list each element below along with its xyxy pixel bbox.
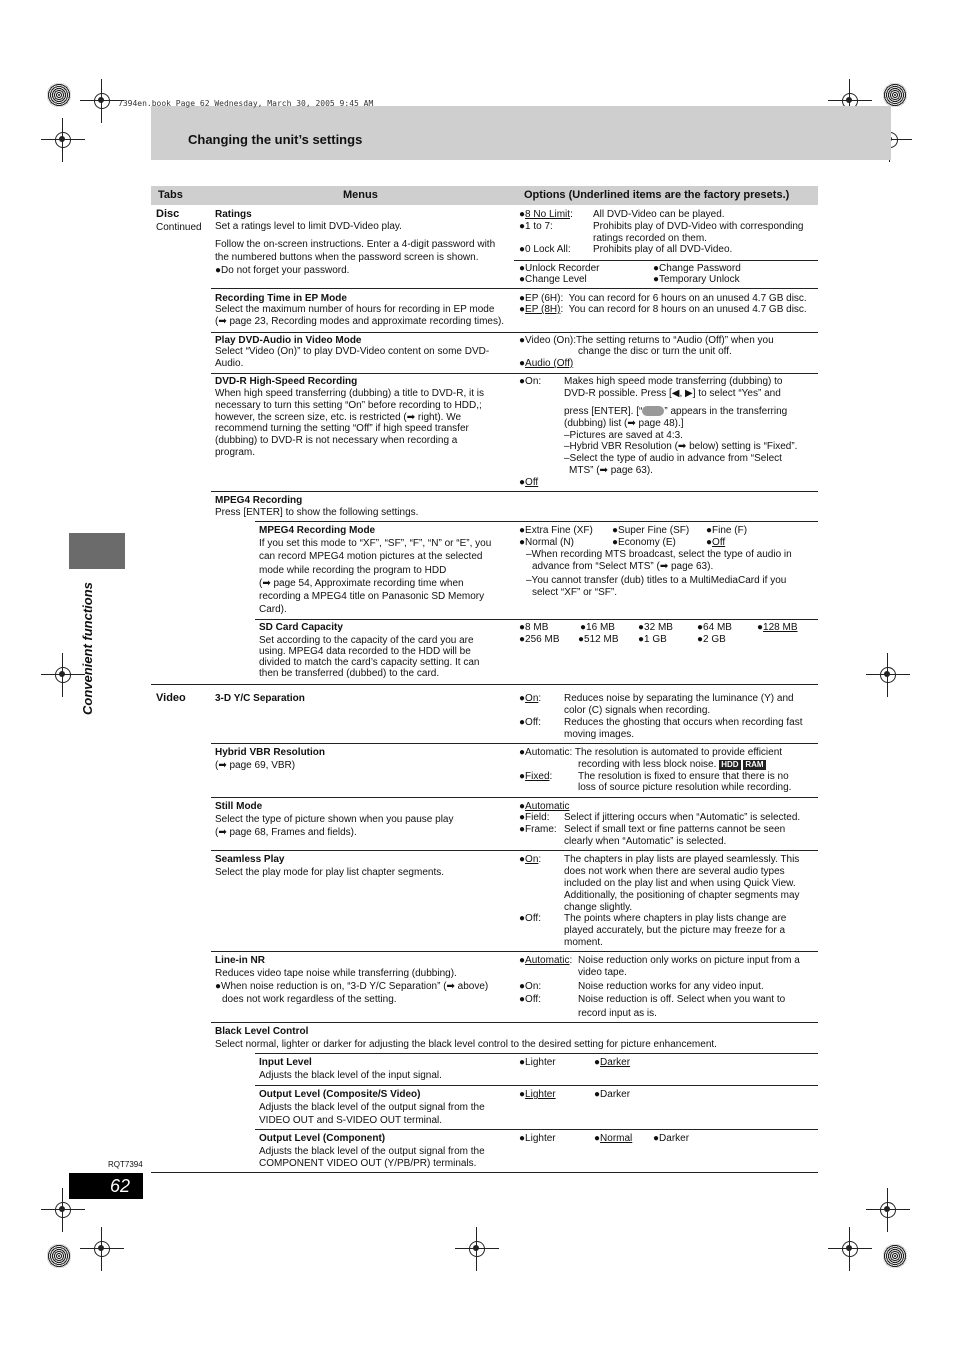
- tab-disc: Disc: [156, 208, 180, 220]
- menu-desc: Card).: [259, 604, 287, 615]
- option-item: ●Off: [519, 477, 539, 488]
- option-value: clearly when “Automatic” is selected.: [564, 836, 727, 847]
- menu-desc: Set a ratings level to limit DVD-Video play.: [215, 221, 402, 232]
- menu-desc: recommend turning the setting “Off” if high speed transfer: [215, 423, 469, 434]
- submenu-title-input-level: Input Level: [259, 1057, 312, 1068]
- option-value: moving images.: [564, 729, 635, 740]
- menu-desc: Select the maximum number of hours for recording in EP mode: [215, 304, 495, 315]
- color-target-icon: [883, 83, 907, 107]
- option-key: ●Off:: [519, 913, 541, 924]
- menu-title-vbr: Hybrid VBR Resolution: [215, 747, 326, 758]
- divider: [211, 288, 818, 289]
- menu-desc: Press [ENTER] to show the following settings.: [215, 507, 419, 518]
- menu-desc: (➡ page 54, Approximate recording time when: [259, 578, 464, 589]
- menu-desc: divided to match the card’s capacity setting. It can: [259, 657, 480, 668]
- submenu-title-mpeg4-mode: MPEG4 Recording Mode: [259, 525, 376, 536]
- option-key: ●Field:: [519, 812, 550, 823]
- registration-mark-icon: [455, 1227, 499, 1271]
- menu-title-black-level: Black Level Control: [215, 1026, 309, 1037]
- option-item: ●Extra Fine (XF): [519, 525, 593, 536]
- option-value: All DVD-Video can be played.: [593, 209, 725, 220]
- menu-desc: (➡ page 69, VBR): [215, 760, 296, 771]
- menu-title-seamless: Seamless Play: [215, 854, 285, 865]
- menu-desc: Adjusts the black level of the input signal.: [259, 1070, 442, 1081]
- menu-desc: When high speed transferring (dubbing) a title to DVD-R, it is: [215, 388, 485, 399]
- option-value: Reduces noise by separating the luminance (Y) and: [564, 693, 794, 704]
- option-note: MTS” (➡ page 63).: [569, 465, 653, 476]
- menu-desc: recording a MPEG4 title on Panasonic SD Memory: [259, 591, 485, 602]
- option-note: advance from “Select MTS” (➡ page 63).: [532, 561, 714, 572]
- divider: [211, 850, 818, 851]
- option-key: ●Frame:: [519, 824, 557, 835]
- option-default: 8 No Limit: [525, 209, 571, 220]
- option-item: ●Fine (F): [706, 525, 748, 536]
- option-item: ●256 MB: [519, 634, 560, 645]
- divider: [514, 260, 818, 261]
- transfer-disc-icon: [642, 406, 664, 416]
- option-item: [578, 759, 766, 771]
- registration-mark-icon: [828, 1227, 872, 1271]
- option-key: ●0 Lock All:: [519, 244, 571, 255]
- option-value: does not work when there are several audio types: [564, 866, 785, 877]
- menu-desc: the numbered buttons when the password screen is shown.: [215, 252, 479, 263]
- registration-mark-icon: [866, 653, 910, 697]
- option-value: [564, 406, 787, 418]
- option-item: ●Automatic: The resolution is automated to provide efficient: [519, 747, 783, 758]
- menu-desc: If you set this mode to “XF”, “SF”, “F”, “N” or “E”, you: [259, 538, 492, 549]
- menu-desc: necessary to turn this setting “On” before recording to HDD,;: [215, 400, 482, 411]
- option-text: recording with less block noise.: [578, 759, 717, 770]
- color-target-icon: [47, 1244, 71, 1268]
- option-default: Lighter: [525, 1089, 556, 1100]
- option-key: ●Off:: [519, 717, 541, 728]
- option-default: Fixed: [525, 771, 550, 782]
- option-key: ●Automatic:: [519, 955, 573, 966]
- ram-badge: RAM: [745, 760, 764, 769]
- option-default: Automatic: [525, 801, 570, 812]
- divider: [211, 743, 818, 744]
- option-key: ●Off:: [519, 994, 541, 1005]
- submenu-title-sd-capacity: SD Card Capacity: [259, 622, 343, 633]
- divider: [151, 684, 818, 685]
- option-item: ●Darker: [594, 1089, 631, 1100]
- menu-note: ●When noise reduction is on, “3-D Y/C Separation” (➡ above): [215, 981, 489, 992]
- option-value: record input as is.: [578, 1008, 657, 1019]
- menu-desc: Reduces video tape noise while transferring (dubbing).: [215, 968, 457, 979]
- menu-desc: using. MPEG4 data recorded to the HDD will be: [259, 646, 471, 657]
- option-value: change slightly.: [564, 902, 633, 913]
- option-key: ●On:: [519, 854, 542, 865]
- side-tab-marker: [69, 533, 125, 569]
- option-key: ●On:: [519, 376, 542, 387]
- menu-note: ●Do not forget your password.: [215, 265, 350, 276]
- menu-desc: Follow the on-screen instructions. Enter a 4-digit password with: [215, 239, 496, 250]
- option-item: ●EP (6H): You can record for 6 hours on an unused 4.7 GB disc.: [519, 293, 807, 304]
- menu-desc: COMPONENT VIDEO OUT (Y/PB/PR) terminals.: [259, 1158, 477, 1169]
- option-value: DVD-R possible. Press [◀, ▶] to select “Yes” and: [564, 388, 781, 399]
- option-key: ●On:: [519, 693, 542, 704]
- tab-disc-continued: Continued: [156, 222, 202, 233]
- option-item: ●Change Level: [519, 274, 587, 285]
- option-note: select “XF” or “SF”.: [532, 587, 618, 598]
- option-item: ●EP (8H): You can record for 8 hours on an unused 4.7 GB disc.: [519, 304, 807, 315]
- option-item: ●Lighter: [519, 1133, 556, 1144]
- page-number-box: [69, 1173, 143, 1199]
- option-value: video tape.: [578, 967, 627, 978]
- side-section-label: Convenient functions: [80, 582, 95, 715]
- file-stamp: 7394en.book Page 62 Wednesday, March 30, 2005 9:45 AM: [118, 99, 374, 108]
- option-value: played accurately, but the picture may freeze for a: [564, 925, 786, 936]
- option-value: The points where chapters in play lists change are: [564, 913, 787, 924]
- option-item: ●Normal: [594, 1133, 633, 1144]
- option-default: Darker: [600, 1057, 631, 1068]
- menu-desc: however, the screen size, etc. is restricted (➡ right). We: [215, 412, 462, 423]
- divider: [211, 1022, 818, 1023]
- menu-title-linein: Line-in NR: [215, 955, 265, 966]
- option-item: ●16 MB: [580, 622, 615, 633]
- option-value: Makes high speed mode transferring (dubbing) to: [564, 376, 783, 387]
- menu-desc: (➡ page 68, Frames and fields).: [215, 827, 357, 838]
- option-item: ●64 MB: [697, 622, 732, 633]
- option-value: included on the play list and when using Quick View.: [564, 878, 796, 889]
- menu-desc: Adjusts the black level of the output signal from the: [259, 1102, 485, 1113]
- menu-desc: Audio.: [215, 358, 244, 369]
- option-value: The chapters in play lists are played seamlessly. This: [564, 854, 800, 865]
- option-item: ●Video (On):The setting returns to “Audio (Off)” when you: [519, 335, 774, 346]
- menu-desc: Adjusts the black level of the output signal from the: [259, 1146, 485, 1157]
- option-item: ●32 MB: [638, 622, 673, 633]
- divider: [255, 521, 818, 522]
- option-value: loss of source picture resolution while recording.: [578, 782, 792, 793]
- option-item: ●Normal (N): [519, 537, 574, 548]
- option-item: ●Lighter: [519, 1057, 556, 1068]
- option-default: Off: [525, 477, 539, 488]
- option-value: You can record for 6 hours on an unused 4.7 GB disc.: [568, 293, 807, 304]
- menu-title-yc: 3-D Y/C Separation: [215, 693, 305, 704]
- menu-title-dvdr-highspeed: DVD-R High-Speed Recording: [215, 376, 358, 387]
- column-header-menus: Menus: [343, 189, 378, 201]
- option-item: ●2 GB: [697, 634, 726, 645]
- menu-desc: (dubbing) to DVD-R is not necessary when recording a: [215, 435, 458, 446]
- option-item: change the disc or turn the unit off.: [578, 346, 732, 357]
- page-number: 62: [110, 1176, 131, 1196]
- column-header-options: Options (Underlined items are the factory presets.): [524, 189, 790, 201]
- option-value: ratings recorded on them.: [593, 233, 707, 244]
- divider: [255, 1129, 818, 1130]
- option-value: Reduces the ghosting that occurs when recording fast: [564, 717, 803, 728]
- option-value: moment.: [564, 937, 603, 948]
- option-value: Select if jittering occurs when “Automatic” is selected.: [564, 812, 801, 823]
- option-value: Prohibits play of DVD-Video with corresponding: [593, 221, 804, 232]
- menu-desc: (➡ page 23, Recording modes and approximate recording times).: [215, 316, 505, 327]
- menu-desc: VIDEO OUT and S-VIDEO OUT terminal.: [259, 1115, 443, 1126]
- option-text: ” appears in the transferring: [664, 406, 788, 417]
- option-item: ●Temporary Unlock: [653, 274, 740, 285]
- menu-desc: can record MPEG4 motion pictures at the selected: [259, 551, 483, 562]
- menu-desc: Select normal, lighter or darker for adjusting the black level control to the desired setting for picture enhancement.: [215, 1039, 717, 1050]
- option-item: ●Audio (Off): [519, 358, 574, 369]
- option-item: ●1 GB: [638, 634, 667, 645]
- divider: [211, 373, 818, 374]
- registration-mark-icon: [80, 1227, 124, 1271]
- menu-title-still: Still Mode: [215, 801, 263, 812]
- option-value: Select if small text or fine patterns cannot be seen: [564, 824, 786, 835]
- menu-desc: program.: [215, 447, 256, 458]
- option-key: ●1 to 7:: [519, 221, 553, 232]
- option-default: EP (8H): [525, 304, 561, 315]
- option-default: 128 MB: [763, 622, 798, 633]
- divider: [211, 797, 818, 798]
- option-value: (dubbing) list (➡ page 48).]: [564, 418, 684, 429]
- option-key: ●On:: [519, 981, 542, 992]
- option-item: ●8 MB: [519, 622, 549, 633]
- option-default: On: [525, 854, 539, 865]
- submenu-title-output-component: Output Level (Component): [259, 1133, 386, 1144]
- option-value: Additionally, the positioning of chapter segments may: [564, 890, 800, 901]
- menu-desc: Select the play mode for play list chapter segments.: [215, 867, 445, 878]
- menu-desc: then be transferred (dubbed) to the card.: [259, 668, 440, 679]
- option-item: ●Automatic: [519, 801, 570, 812]
- option-item: ●Darker: [653, 1133, 690, 1144]
- option-item: ●Change Password: [653, 263, 741, 274]
- registration-mark-icon: [41, 118, 85, 162]
- divider: [151, 1172, 818, 1173]
- option-item: ●Unlock Recorder: [519, 263, 600, 274]
- option-value: Noise reduction is off. Select when you want to: [578, 994, 786, 1005]
- color-target-icon: [47, 83, 71, 107]
- option-key: EP (6H): [525, 293, 561, 304]
- option-item: ●Lighter: [519, 1089, 556, 1100]
- hdd-badge: HDD: [721, 760, 739, 769]
- registration-mark-icon: [866, 1188, 910, 1232]
- option-item: ●Darker: [594, 1057, 631, 1068]
- menu-desc: Set according to the capacity of the card you are: [259, 635, 474, 646]
- option-default: Normal: [600, 1133, 633, 1144]
- menu-desc: Select “Video (On)” to play DVD-Video content on some DVD-: [215, 346, 490, 357]
- menu-title-mpeg4: MPEG4 Recording: [215, 495, 303, 506]
- option-key: ●Fixed:: [519, 771, 553, 782]
- divider: [255, 1085, 818, 1086]
- submenu-title-output-composite: Output Level (Composite/S Video): [259, 1089, 421, 1100]
- registration-mark-icon: [41, 653, 85, 697]
- option-note: –Hybrid VBR Resolution (➡ below) setting is “Fixed”.: [564, 441, 798, 452]
- option-key: ●8 No Limit:: [519, 209, 573, 220]
- tab-video: Video: [156, 692, 186, 704]
- menu-title-ratings: Ratings: [215, 209, 252, 220]
- option-item: ●Off: [706, 537, 726, 548]
- option-value: Noise reduction works for any video input.: [578, 981, 764, 992]
- option-value: Noise reduction only works on picture input from a: [578, 955, 800, 966]
- option-note: –Select the type of audio in advance from “Select: [564, 453, 782, 464]
- option-value: The resolution is fixed to ensure that there is no: [578, 771, 789, 782]
- column-header-tabs: Tabs: [158, 189, 183, 201]
- divider: [255, 1053, 818, 1054]
- option-default: Audio (Off): [525, 358, 574, 369]
- menu-note: does not work regardless of the setting.: [222, 994, 397, 1005]
- option-value: color (C) signals when recording.: [564, 705, 711, 716]
- divider: [211, 491, 818, 492]
- option-note: –When recording MTS broadcast, select the type of audio in: [526, 549, 792, 560]
- model-code: RQT7394: [108, 1160, 143, 1169]
- menu-desc: Select the type of picture shown when you pause play: [215, 814, 454, 825]
- menu-title-ep: Recording Time in EP Mode: [215, 293, 347, 304]
- option-value: Prohibits play of all DVD-Video.: [593, 244, 733, 255]
- divider: [211, 951, 818, 952]
- menu-desc: mode while recording the program to HDD: [259, 565, 447, 576]
- divider: [211, 332, 818, 333]
- option-default: Off: [712, 537, 726, 548]
- option-default: Automatic: [525, 955, 570, 966]
- option-value: You can record for 8 hours on an unused 4.7 GB disc.: [568, 304, 807, 315]
- color-target-icon: [883, 1244, 907, 1268]
- option-text: press [ENTER]. [“: [564, 406, 643, 417]
- divider: [255, 619, 818, 620]
- option-item: ●Super Fine (SF): [612, 525, 690, 536]
- option-default: On: [525, 693, 539, 704]
- option-note: –Pictures are saved at 4:3.: [564, 430, 683, 441]
- option-note: –You cannot transfer (dub) titles to a MultiMediaCard if you: [526, 575, 787, 586]
- option-item: ●Economy (E): [612, 537, 676, 548]
- option-item: ●128 MB: [757, 622, 798, 633]
- page-heading: Changing the unit’s settings: [188, 132, 363, 147]
- option-item: ●512 MB: [578, 634, 619, 645]
- menu-title-dvd-audio: Play DVD-Audio in Video Mode: [215, 335, 362, 346]
